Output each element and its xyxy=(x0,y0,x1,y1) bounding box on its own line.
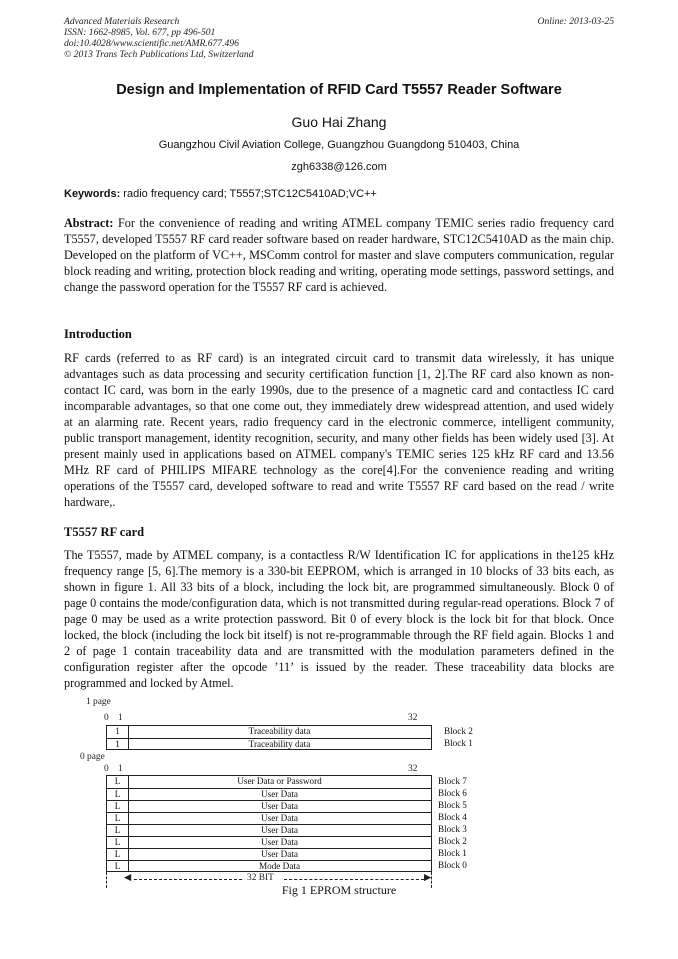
lock-bit-cell: L xyxy=(107,801,129,812)
block-data-cell: User Data xyxy=(261,801,298,811)
page0-bit0-label: 0 xyxy=(104,764,109,774)
block-data-cell: User Data or Password xyxy=(237,776,322,786)
lock-bit-cell: L xyxy=(107,849,129,860)
lock-bit-cell: L xyxy=(107,813,129,824)
block-number-label: Block 4 xyxy=(438,812,467,822)
block-row xyxy=(107,812,431,824)
block-number-label: Block 3 xyxy=(438,824,467,834)
block-number-label: Block 5 xyxy=(438,800,467,810)
block-number-label: Block 2 xyxy=(444,726,473,736)
page0-bit1-label: 1 xyxy=(118,764,123,774)
block-number-label: Block 6 xyxy=(438,788,467,798)
page1-bit1-label: 1 xyxy=(118,713,123,723)
page1-bit32-label: 32 xyxy=(408,713,418,723)
page0-label: 0 page xyxy=(80,752,105,762)
width-dash-right xyxy=(284,879,424,881)
page1-bit0-label: 0 xyxy=(104,713,109,723)
block-row xyxy=(107,848,431,860)
page0-bit32-label: 32 xyxy=(408,764,418,774)
block-number-label: Block 0 xyxy=(438,860,467,870)
block-row xyxy=(107,836,431,848)
journal-doi: doi:10.4028/www.scientific.net/AMR.677.496 xyxy=(64,38,239,49)
block-data-cell: User Data xyxy=(261,813,298,823)
keywords-text: radio frequency card; T5557;STC12C5410AD;VC++ xyxy=(120,188,377,200)
page1-block-table xyxy=(106,725,432,750)
abstract-label: Abstract: xyxy=(64,216,114,230)
lock-bit-cell: 1 xyxy=(107,739,129,750)
block-row xyxy=(107,776,431,788)
paper-title: Design and Implementation of RFID Card T5557 Reader Software xyxy=(116,82,562,98)
block-data-cell: Traceability data xyxy=(248,726,311,736)
lock-bit-cell: L xyxy=(107,825,129,836)
block-number-label: Block 7 xyxy=(438,776,467,786)
paper-author: Guo Hai Zhang xyxy=(291,114,387,130)
journal-name: Advanced Materials Research xyxy=(64,16,180,27)
keywords xyxy=(64,188,614,200)
introduction-text: RF cards (referred to as RF card) is an integrated circuit card to transmit data wirelessly, it has unique advantages such as data processing and security certification function [1, 2].The RF card also known as non-contact IC card, was born in the early 1990s, due to the presence of a magnetic card and contactless IC card incomparable advantages, so that one come out, they immediately drew widespread attention, and used widely at an alarming rate. Recent years, radio frequency card in the electronic commerce, intelligent community, public transport management, identity recognition, security, and many other fields has been widely used [3]. At present mainly used in applications based on ATMEL company's TEMIC series 125 kHz RF card and 13.56 MHz RF card of PHILIPS MIFARE technology as the core[4].For the convenience reading and writing operations of the T5557 card, developed software to read and write T5557 RF card based on the read / write hardware,. xyxy=(64,351,614,509)
width-right-boundary xyxy=(431,872,432,888)
block-row xyxy=(107,800,431,812)
width-arrow-right: ▶ xyxy=(424,873,432,883)
block-data-cell: User Data xyxy=(261,837,298,847)
lock-bit-cell: L xyxy=(107,861,129,872)
page0-block-table xyxy=(106,775,432,872)
width-dash-left xyxy=(134,879,242,881)
figure-caption: Fig 1 EPROM structure xyxy=(281,883,397,897)
abstract-text: For the convenience of reading and writing ATMEL company TEMIC series radio frequency card T5557, developed T5557 RF card reader software based on reader hardware, STC12C5410AD as the main chip. Developed on the platform of VC++, MSComm control for master and slave computers communication, regular block reading and writing, protection block reading and writing, operating mode settings, password settings, and change the password operation for the T5557 RF card is achieved. xyxy=(64,216,614,294)
author-email[interactable]: zgh6338@126.com xyxy=(291,161,387,173)
block-data-cell: Mode Data xyxy=(258,861,301,871)
block-row xyxy=(107,824,431,836)
heading-t5557: T5557 RF card xyxy=(64,525,145,539)
block-data-cell: User Data xyxy=(261,825,298,835)
block-number-label: Block 2 xyxy=(438,836,467,846)
page1-label: 1 page xyxy=(86,697,111,707)
width-left-boundary xyxy=(106,872,107,888)
t5557-text: The T5557, made by ATMEL company, is a contactless R/W Identification IC for applications in the125 kHz frequency range [5, 6].The memory is a 330-bit EEPROM, which is arranged in 10 blocks of 33 bits each, as shown in figure 1. All 33 bits of a block, including the lock bit, are programmed simultaneously. Block 0 of page 0 contains the mode/configuration data, which is not transmitted during regular-read operations. Block 7 of page 0 may be used as a write protection password. Bit 0 of every block is the lock bit for that block. Once locked, the block (including the lock bit itself) is not re-programmable through the RF field again. Blocks 1 and 2 of page 1 contain traceability data and are transmitted with the modulation parameters defined in the configuration register after the opcode ’11’ is issued by the reader. These traceability data blocks are programmed and locked by Atmel. xyxy=(64,548,614,690)
lock-bit-cell: L xyxy=(107,776,129,788)
width-arrow-left: ◀ xyxy=(124,873,132,883)
block-row xyxy=(107,738,431,750)
block-data-cell: User Data xyxy=(261,789,298,799)
block-number-label: Block 1 xyxy=(444,738,473,748)
lock-bit-cell: L xyxy=(107,837,129,848)
block-data-cell: User Data xyxy=(261,849,298,859)
width-label: 32 BIT xyxy=(247,873,274,883)
abstract xyxy=(64,215,614,295)
journal-meta xyxy=(64,16,254,60)
online-date: Online: 2013-03-25 xyxy=(537,16,614,27)
lock-bit-cell: L xyxy=(107,789,129,800)
journal-copyright: © 2013 Trans Tech Publications Ltd, Switzerland xyxy=(64,49,254,60)
paper-affiliation: Guangzhou Civil Aviation College, Guangzhou Guangdong 510403, China xyxy=(158,139,520,151)
journal-issn: ISSN: 1662-8985, Vol. 677, pp 496-501 xyxy=(64,27,216,38)
keywords-label: Keywords: xyxy=(64,188,121,200)
block-row xyxy=(107,860,431,872)
heading-introduction: Introduction xyxy=(64,327,132,341)
block-row xyxy=(107,726,431,738)
block-number-label: Block 1 xyxy=(438,848,467,858)
block-data-cell: Traceability data xyxy=(248,739,311,749)
lock-bit-cell: 1 xyxy=(107,726,129,738)
block-row xyxy=(107,788,431,800)
